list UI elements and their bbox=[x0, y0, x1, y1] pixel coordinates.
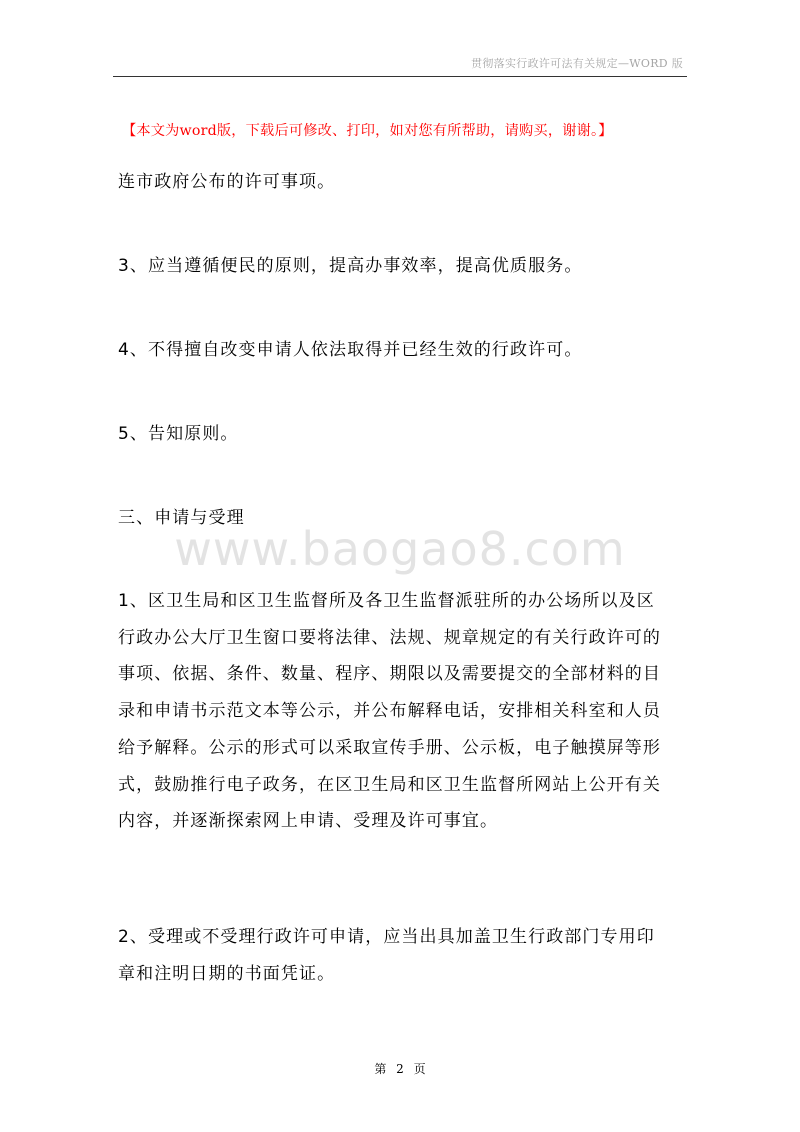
paragraph-line: 1、区卫生局和区卫生监督所及各卫生监督派驻所的办公场所以及区 bbox=[118, 591, 655, 611]
list-item-4: 4、不得擅自改变申请人依法取得并已经生效的行政许可。 bbox=[118, 340, 583, 360]
paragraph-line: 事项、依据、条件、数量、程序、期限以及需要提交的全部材料的目 bbox=[118, 664, 661, 685]
continued-text-line: 连市政府公布的许可事项。 bbox=[118, 172, 336, 192]
section-heading: 三、申请与受理 bbox=[118, 508, 245, 528]
paragraph-line: 行政办公大厅卫生窗口要将法律、法规、规章规定的有关行政许可的 bbox=[118, 627, 661, 648]
paragraph-1 bbox=[118, 583, 692, 840]
paragraph-line: 给予解释。公示的形式可以采取宣传手册、公示板，电子触摸屏等形 bbox=[118, 737, 661, 758]
paragraph-line: 录和申请书示范文本等公示，并公布解释电话，安排相关科室和人员 bbox=[118, 701, 661, 722]
list-item-3: 3、应当遵循便民的原则，提高办事效率，提高优质服务。 bbox=[118, 256, 583, 276]
page-label-prefix: 第 bbox=[374, 1062, 387, 1076]
paragraph-line: 章和注明日期的书面凭证。 bbox=[118, 963, 336, 984]
watermark: www.baogao8.com bbox=[174, 522, 626, 576]
page-label-suffix: 页 bbox=[413, 1062, 426, 1076]
download-notice: 【本文为word版，下载后可修改、打印，如对您有所帮助，请购买，谢谢。】 bbox=[122, 123, 613, 139]
header-divider bbox=[113, 76, 687, 77]
running-header: 贯彻落实行政许可法有关规定—WORD 版 bbox=[471, 57, 683, 70]
paragraph-line: 2、受理或不受理行政许可申请，应当出具加盖卫生行政部门专用印 bbox=[118, 927, 655, 947]
page-number: 2 bbox=[396, 1062, 404, 1076]
list-item-5: 5、告知原则。 bbox=[118, 424, 239, 444]
paragraph-2 bbox=[118, 919, 692, 992]
paragraph-line: 式，鼓励推行电子政务，在区卫生局和区卫生监督所网站上公开有关 bbox=[118, 774, 661, 795]
page-footer bbox=[0, 1060, 800, 1077]
paragraph-line: 内容，并逐渐探索网上申请、受理及许可事宜。 bbox=[118, 811, 499, 832]
